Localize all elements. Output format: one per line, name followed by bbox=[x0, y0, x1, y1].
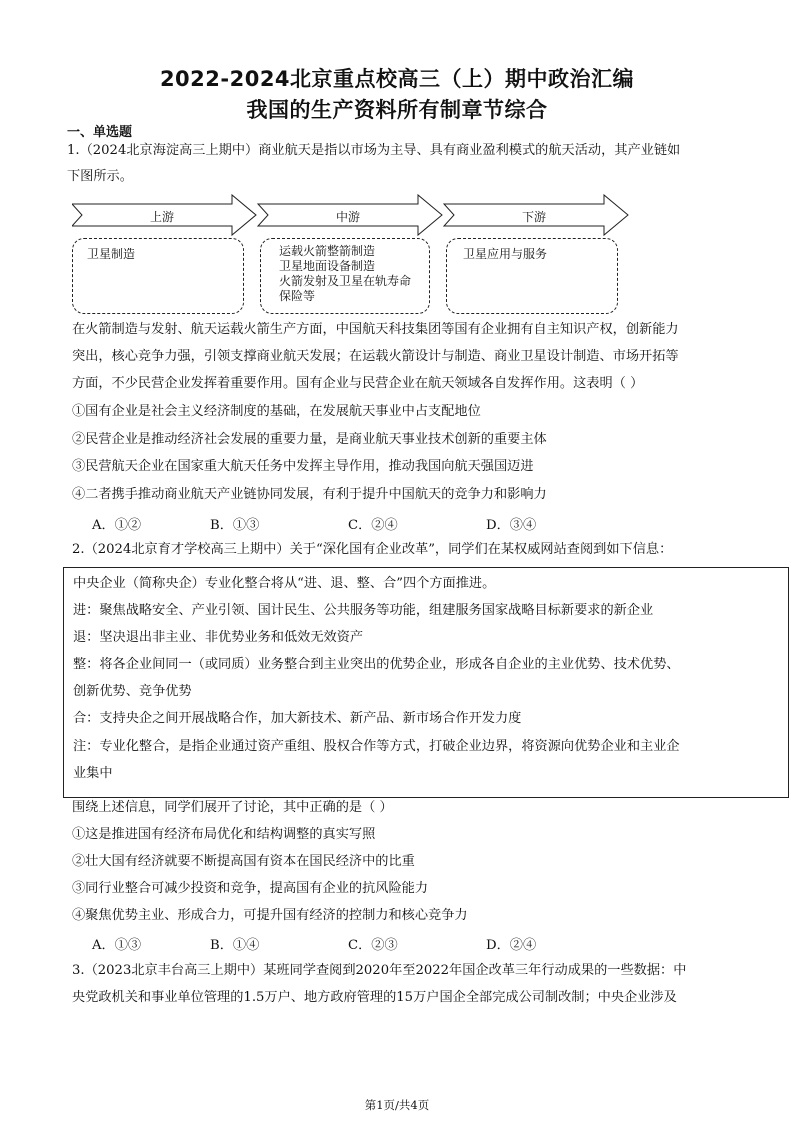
upstream-item: 卫星制造 bbox=[87, 247, 136, 261]
midstream-item: 运载火箭整箭制造 bbox=[279, 244, 376, 258]
industry-chain-diagram bbox=[72, 193, 632, 318]
q3-stem-line1: 3.（2023北京丰台高三上期中）某班同学查阅到2020年至2022年国企改革三年行动成果的一些数据：中 bbox=[72, 963, 687, 978]
q2-statement: ①这是推进国有经济布局优化和结构调整的真实写照 bbox=[72, 827, 376, 842]
q1-paragraph-line3: 方面，不少民营企业发挥着重要作用。国有企业与民营企业在航天领域各自发挥作用。这表明（ ） bbox=[72, 376, 644, 391]
q2-box-line: 业集中 bbox=[73, 766, 113, 781]
q2-box-line: 注：专业化整合，是指企业通过资产重组、股权合作等方式，打破企业边界，将资源向优势企业和主业企 bbox=[73, 739, 680, 754]
section-heading: 一、单选题 bbox=[67, 125, 133, 140]
q2-statement: ④聚焦优势主业、形成合力，可提升国有经济的控制力和核心竞争力 bbox=[72, 908, 468, 923]
q1-option-a[interactable]: A．①② bbox=[92, 518, 142, 533]
q1-paragraph-line2: 突出，核心竞争力强，引领支撑商业航天发展；在运载火箭设计与制造、商业卫星设计制造、市场开拓等 bbox=[72, 349, 679, 364]
downstream-item: 卫星应用与服务 bbox=[463, 247, 548, 261]
q2-box-line: 合：支持央企之间开展战略合作，加大新技术、新产品、新市场合作开发力度 bbox=[73, 711, 522, 726]
q2-box-line: 整：将各企业间同一（或同质）业务整合到主业突出的优势企业，形成各自企业的主业优势、技术优势、 bbox=[73, 657, 680, 672]
q2-statement: ②壮大国有经济就要不断提高国有资本在国民经济中的比重 bbox=[72, 854, 415, 869]
q1-statement: ④二者携手推动商业航天产业链协同发展，有利于提升中国航天的竞争力和影响力 bbox=[72, 487, 547, 502]
downstream-label: 下游 bbox=[521, 210, 546, 224]
q2-box-line: 进：聚焦战略安全、产业引领、国计民生、公共服务等功能，组建服务国家战略目标新要求的新企业 bbox=[73, 603, 654, 618]
q1-statement: ③民营航天企业在国家重大航天任务中发挥主导作用，推动我国向航天强国迈进 bbox=[72, 459, 534, 474]
q1-option-b[interactable]: B．①③ bbox=[210, 518, 260, 533]
document-title-line1: 2022-2024北京重点校高三（上）期中政治汇编 bbox=[159, 67, 635, 91]
q1-option-c[interactable]: C．②④ bbox=[348, 518, 398, 533]
midstream-item: 保险等 bbox=[279, 289, 316, 303]
q2-option-b[interactable]: B．①④ bbox=[210, 938, 260, 953]
q2-option-a[interactable]: A．①③ bbox=[92, 938, 142, 953]
q2-stem: 2.（2024北京育才学校高三上期中）关于“深化国有企业改革”，同学们在某权威网站查阅到如下信息： bbox=[72, 542, 673, 557]
upstream-box bbox=[72, 238, 244, 314]
q1-statement: ②民营企业是推动经济社会发展的重要力量，是商业航天事业技术创新的重要主体 bbox=[72, 432, 547, 447]
q1-stem-line1: 1.（2024北京海淀高三上期中）商业航天是指以市场为主导、具有商业盈利模式的航天活动，其产业链如 bbox=[67, 143, 681, 158]
midstream-label: 中游 bbox=[335, 210, 360, 224]
q2-option-c[interactable]: C．②③ bbox=[348, 938, 398, 953]
page-number: 第1页/共4页 bbox=[364, 1098, 430, 1112]
q2-box-line: 创新优势、竞争优势 bbox=[73, 684, 192, 699]
q1-statement: ①国有企业是社会主义经济制度的基础，在发展航天事业中占支配地位 bbox=[72, 404, 481, 419]
q1-paragraph-line1: 在火箭制造与发射、航天运载火箭生产方面，中国航天科技集团等国有企业拥有自主知识产权，创新能力 bbox=[72, 322, 679, 337]
upstream-label: 上游 bbox=[149, 210, 174, 224]
q1-option-d[interactable]: D．③④ bbox=[486, 518, 537, 533]
midstream-item: 卫星地面设备制造 bbox=[279, 259, 376, 273]
q2-statement: ③同行业整合可减少投资和竞争，提高国有企业的抗风险能力 bbox=[72, 881, 429, 896]
downstream-box bbox=[446, 238, 618, 314]
q2-option-d[interactable]: D．②④ bbox=[486, 938, 537, 953]
q2-info-box bbox=[63, 567, 789, 798]
q2-after-box: 围绕上述信息，同学们展开了讨论，其中正确的是（ ） bbox=[72, 800, 393, 815]
midstream-box bbox=[260, 238, 430, 314]
q3-stem-line2: 央党政机关和事业单位管理的1.5万户、地方政府管理的15万户国企全部完成公司制改制；中央企业涉及 bbox=[72, 990, 677, 1005]
q1-stem-line2: 下图所示。 bbox=[67, 169, 133, 184]
q2-box-line: 中央企业（简称央企）专业化整合将从“进、退、整、合”四个方面推进。 bbox=[73, 576, 496, 591]
q2-box-line: 退：坚决退出非主业、非优势业务和低效无效资产 bbox=[73, 630, 364, 645]
midstream-item: 火箭发射及卫星在轨寿命 bbox=[279, 274, 412, 288]
document-title-line2: 我国的生产资料所有制章节综合 bbox=[246, 98, 548, 122]
